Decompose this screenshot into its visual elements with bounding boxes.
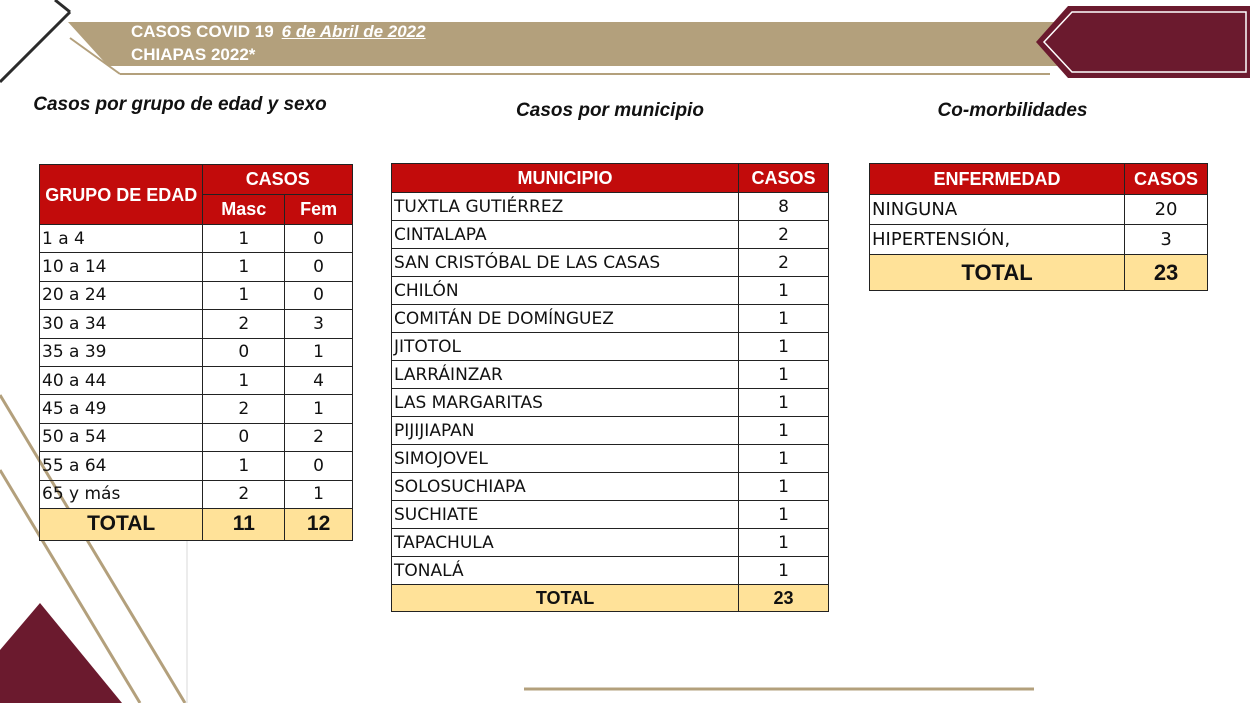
municipio-name-cell: SAN CRISTÓBAL DE LAS CASAS [392, 249, 739, 277]
age-group-cell: 50 a 54 [40, 423, 203, 451]
total-row [40, 508, 353, 540]
municipio-cases-cell: 1 [739, 445, 829, 473]
municipio-cases-cell: 1 [739, 333, 829, 361]
table-row [40, 395, 353, 423]
table-row [870, 225, 1208, 255]
masc-cell: 2 [203, 395, 285, 423]
fem-cell: 1 [285, 395, 353, 423]
municipio-cases-cell: 1 [739, 557, 829, 585]
municipio-cases-cell: 1 [739, 417, 829, 445]
age-group-cell: 30 a 34 [40, 310, 203, 338]
table-row [392, 529, 829, 557]
table-row [392, 389, 829, 417]
table-row [392, 501, 829, 529]
total-label: TOTAL [870, 255, 1125, 291]
municipio-name-cell: COMITÁN DE DOMÍNGUEZ [392, 305, 739, 333]
table-row [40, 310, 353, 338]
table-row [40, 366, 353, 394]
masc-cell: 1 [203, 253, 285, 281]
municipio-name-cell: SIMOJOVEL [392, 445, 739, 473]
municipio-name-cell: LARRÁINZAR [392, 361, 739, 389]
municipio-name-cell: CHILÓN [392, 277, 739, 305]
municipio-name-cell: CINTALAPA [392, 221, 739, 249]
fem-cell: 2 [285, 423, 353, 451]
municipio-name-cell: PIJIJIAPAN [392, 417, 739, 445]
age-group-cell: 40 a 44 [40, 366, 203, 394]
total-fem: 12 [285, 508, 353, 540]
age-header-masc: Masc [203, 195, 285, 225]
comorbidity-cases-cell: 20 [1125, 195, 1208, 225]
masc-cell: 0 [203, 423, 285, 451]
table-row [392, 361, 829, 389]
header-title-line2: CHIAPAS 2022* [131, 45, 256, 64]
age-group-cell: 20 a 24 [40, 281, 203, 309]
age-group-cell: 10 a 14 [40, 253, 203, 281]
age-group-cell: 65 y más [40, 480, 203, 508]
masc-cell: 2 [203, 310, 285, 338]
table-row [392, 417, 829, 445]
age-header-fem: Fem [285, 195, 353, 225]
table-row [392, 193, 829, 221]
comorbidity-header-name: ENFERMEDAD [870, 164, 1125, 195]
municipio-table [391, 163, 829, 612]
municipio-name-cell: JITOTOL [392, 333, 739, 361]
masc-cell: 0 [203, 338, 285, 366]
comorbidity-table [869, 163, 1208, 291]
table-row [40, 452, 353, 480]
municipio-cases-cell: 2 [739, 221, 829, 249]
municipio-cases-cell: 1 [739, 361, 829, 389]
fem-cell: 3 [285, 310, 353, 338]
municipio-cases-cell: 1 [739, 277, 829, 305]
table-row [392, 557, 829, 585]
masc-cell: 2 [203, 480, 285, 508]
municipio-section-title: Casos por municipio [516, 100, 704, 121]
masc-cell: 1 [203, 366, 285, 394]
age-group-cell: 55 a 64 [40, 452, 203, 480]
municipio-cases-cell: 1 [739, 473, 829, 501]
header-title-line1 [131, 22, 426, 42]
table-row [392, 445, 829, 473]
table-row [392, 305, 829, 333]
total-masc: 11 [203, 508, 285, 540]
age-header-group: GRUPO DE EDAD [40, 165, 203, 225]
comorbidity-name-cell: NINGUNA [870, 195, 1125, 225]
total-label: TOTAL [392, 585, 739, 612]
table-row [392, 473, 829, 501]
age-group-cell: 35 a 39 [40, 338, 203, 366]
table-row [40, 253, 353, 281]
municipio-cases-cell: 2 [739, 249, 829, 277]
age-group-cell: 45 a 49 [40, 395, 203, 423]
table-row [40, 423, 353, 451]
municipio-cases-cell: 1 [739, 389, 829, 417]
table-row [40, 281, 353, 309]
fem-cell: 4 [285, 366, 353, 394]
municipio-name-cell: LAS MARGARITAS [392, 389, 739, 417]
table-row [40, 480, 353, 508]
comorbidity-section-title: Co-morbilidades [937, 100, 1088, 121]
total-row [392, 585, 829, 612]
municipio-name-cell: TAPACHULA [392, 529, 739, 557]
table-row [40, 225, 353, 253]
municipio-header-name: MUNICIPIO [392, 164, 739, 193]
comorbidity-name-cell: HIPERTENSIÓN, [870, 225, 1125, 255]
age-table [39, 164, 353, 541]
total-cases: 23 [1125, 255, 1208, 291]
age-section-title: Casos por grupo de edad y sexo [33, 94, 327, 115]
table-row [392, 221, 829, 249]
fem-cell: 0 [285, 225, 353, 253]
age-header-cases: CASOS [203, 165, 353, 195]
municipio-name-cell: SUCHIATE [392, 501, 739, 529]
masc-cell: 1 [203, 452, 285, 480]
total-cases: 23 [739, 585, 829, 612]
masc-cell: 1 [203, 225, 285, 253]
municipio-cases-cell: 1 [739, 501, 829, 529]
table-row [392, 277, 829, 305]
header-title: CASOS COVID 19 [131, 22, 274, 41]
fem-cell: 1 [285, 480, 353, 508]
municipio-cases-cell: 8 [739, 193, 829, 221]
fem-cell: 0 [285, 452, 353, 480]
comorbidity-cases-cell: 3 [1125, 225, 1208, 255]
masc-cell: 1 [203, 281, 285, 309]
municipio-cases-cell: 1 [739, 529, 829, 557]
municipio-cases-cell: 1 [739, 305, 829, 333]
age-group-cell: 1 a 4 [40, 225, 203, 253]
fem-cell: 1 [285, 338, 353, 366]
table-row [40, 338, 353, 366]
table-row [392, 249, 829, 277]
table-row [870, 195, 1208, 225]
fem-cell: 0 [285, 281, 353, 309]
header-date: 6 de Abril de 2022 [281, 22, 426, 41]
table-row [392, 333, 829, 361]
comorbidity-header-cases: CASOS [1125, 164, 1208, 195]
total-label: TOTAL [40, 508, 203, 540]
municipio-header-cases: CASOS [739, 164, 829, 193]
fem-cell: 0 [285, 253, 353, 281]
municipio-name-cell: TONALÁ [392, 557, 739, 585]
municipio-name-cell: SOLOSUCHIAPA [392, 473, 739, 501]
municipio-name-cell: TUXTLA GUTIÉRREZ [392, 193, 739, 221]
total-row [870, 255, 1208, 291]
